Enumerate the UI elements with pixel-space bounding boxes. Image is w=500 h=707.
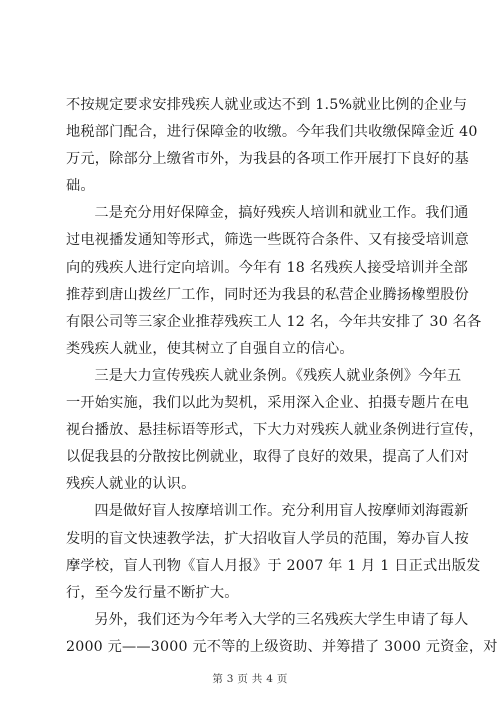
text-line: 有限公司等三家企业推荐残疾工人 12 名，今年共安排了 30 名各 xyxy=(66,313,482,330)
page-number-footer: 第 3 页 共 4 页 xyxy=(212,673,288,685)
text-line: 行，至今发行量不断扩大。 xyxy=(66,584,239,601)
paragraph-regulation-promotion xyxy=(66,363,484,498)
text-line: 摩学校，盲人刊物《盲人月报》于 2007 年 1 月 1 日正式出版发 xyxy=(66,557,481,574)
text-line: 类残疾人就业，使其树立了自强自立的信心。 xyxy=(66,340,354,357)
text-line: 不按规定要求安排残疾人就业或达不到 1.5%就业比例的企业与 xyxy=(66,97,468,113)
paragraph-levy-collection xyxy=(66,92,478,200)
text-line: 残疾人就业的认识。 xyxy=(66,476,196,493)
paragraph-massage-training xyxy=(66,498,481,606)
text-line: 发明的盲文快速教学法，扩大招收盲人学员的范围，筹办盲人按 xyxy=(66,530,469,547)
text-line: 另外，我们还为今年考入大学的三名残疾大学生申请了每人 xyxy=(94,611,469,628)
text-line: 万元，除部分上缴省市外，为我县的各项工作开展打下良好的基 xyxy=(66,151,469,168)
text-line: 二是充分用好保障金，搞好残疾人培训和就业工作。我们通 xyxy=(94,205,469,222)
text-line: 推荐到唐山拨丝厂工作，同时还为我县的私营企业腾扬橡塑股份 xyxy=(66,286,469,303)
paragraph-training-employment xyxy=(66,200,482,363)
text-line: 向的残疾人进行定向培训。今年有 18 名残疾人接受培训并全部 xyxy=(66,259,468,276)
text-line: 以促我县的分散按比例就业，取得了良好的效果，提高了人们对 xyxy=(66,449,469,466)
text-line: 视台播放、悬挂标语等形式，下大力对残疾人就业条例进行宣传， xyxy=(66,422,484,439)
document-body xyxy=(66,92,498,661)
text-line: 2000 元——3000 元不等的上级资助、并筹措了 3000 元资金，对 xyxy=(66,638,498,655)
text-line: 过电视播发通知等形式，筛选一些既符合条件、又有接受培训意 xyxy=(66,232,469,249)
text-line: 三是大力宣传残疾人就业条例。《残疾人就业条例》今年五 xyxy=(94,367,462,384)
paragraph-student-aid xyxy=(66,607,498,661)
text-line: 础。 xyxy=(66,178,95,195)
text-line: 地税部门配合，进行保障金的收缴。今年我们共收缴保障金近 40 xyxy=(66,124,478,141)
text-line: 一开始实施，我们以此为契机，采用深入企业、拍摄专题片在电 xyxy=(66,395,469,412)
text-line: 四是做好盲人按摩培训工作。充分利用盲人按摩师刘海霞新 xyxy=(94,503,469,520)
